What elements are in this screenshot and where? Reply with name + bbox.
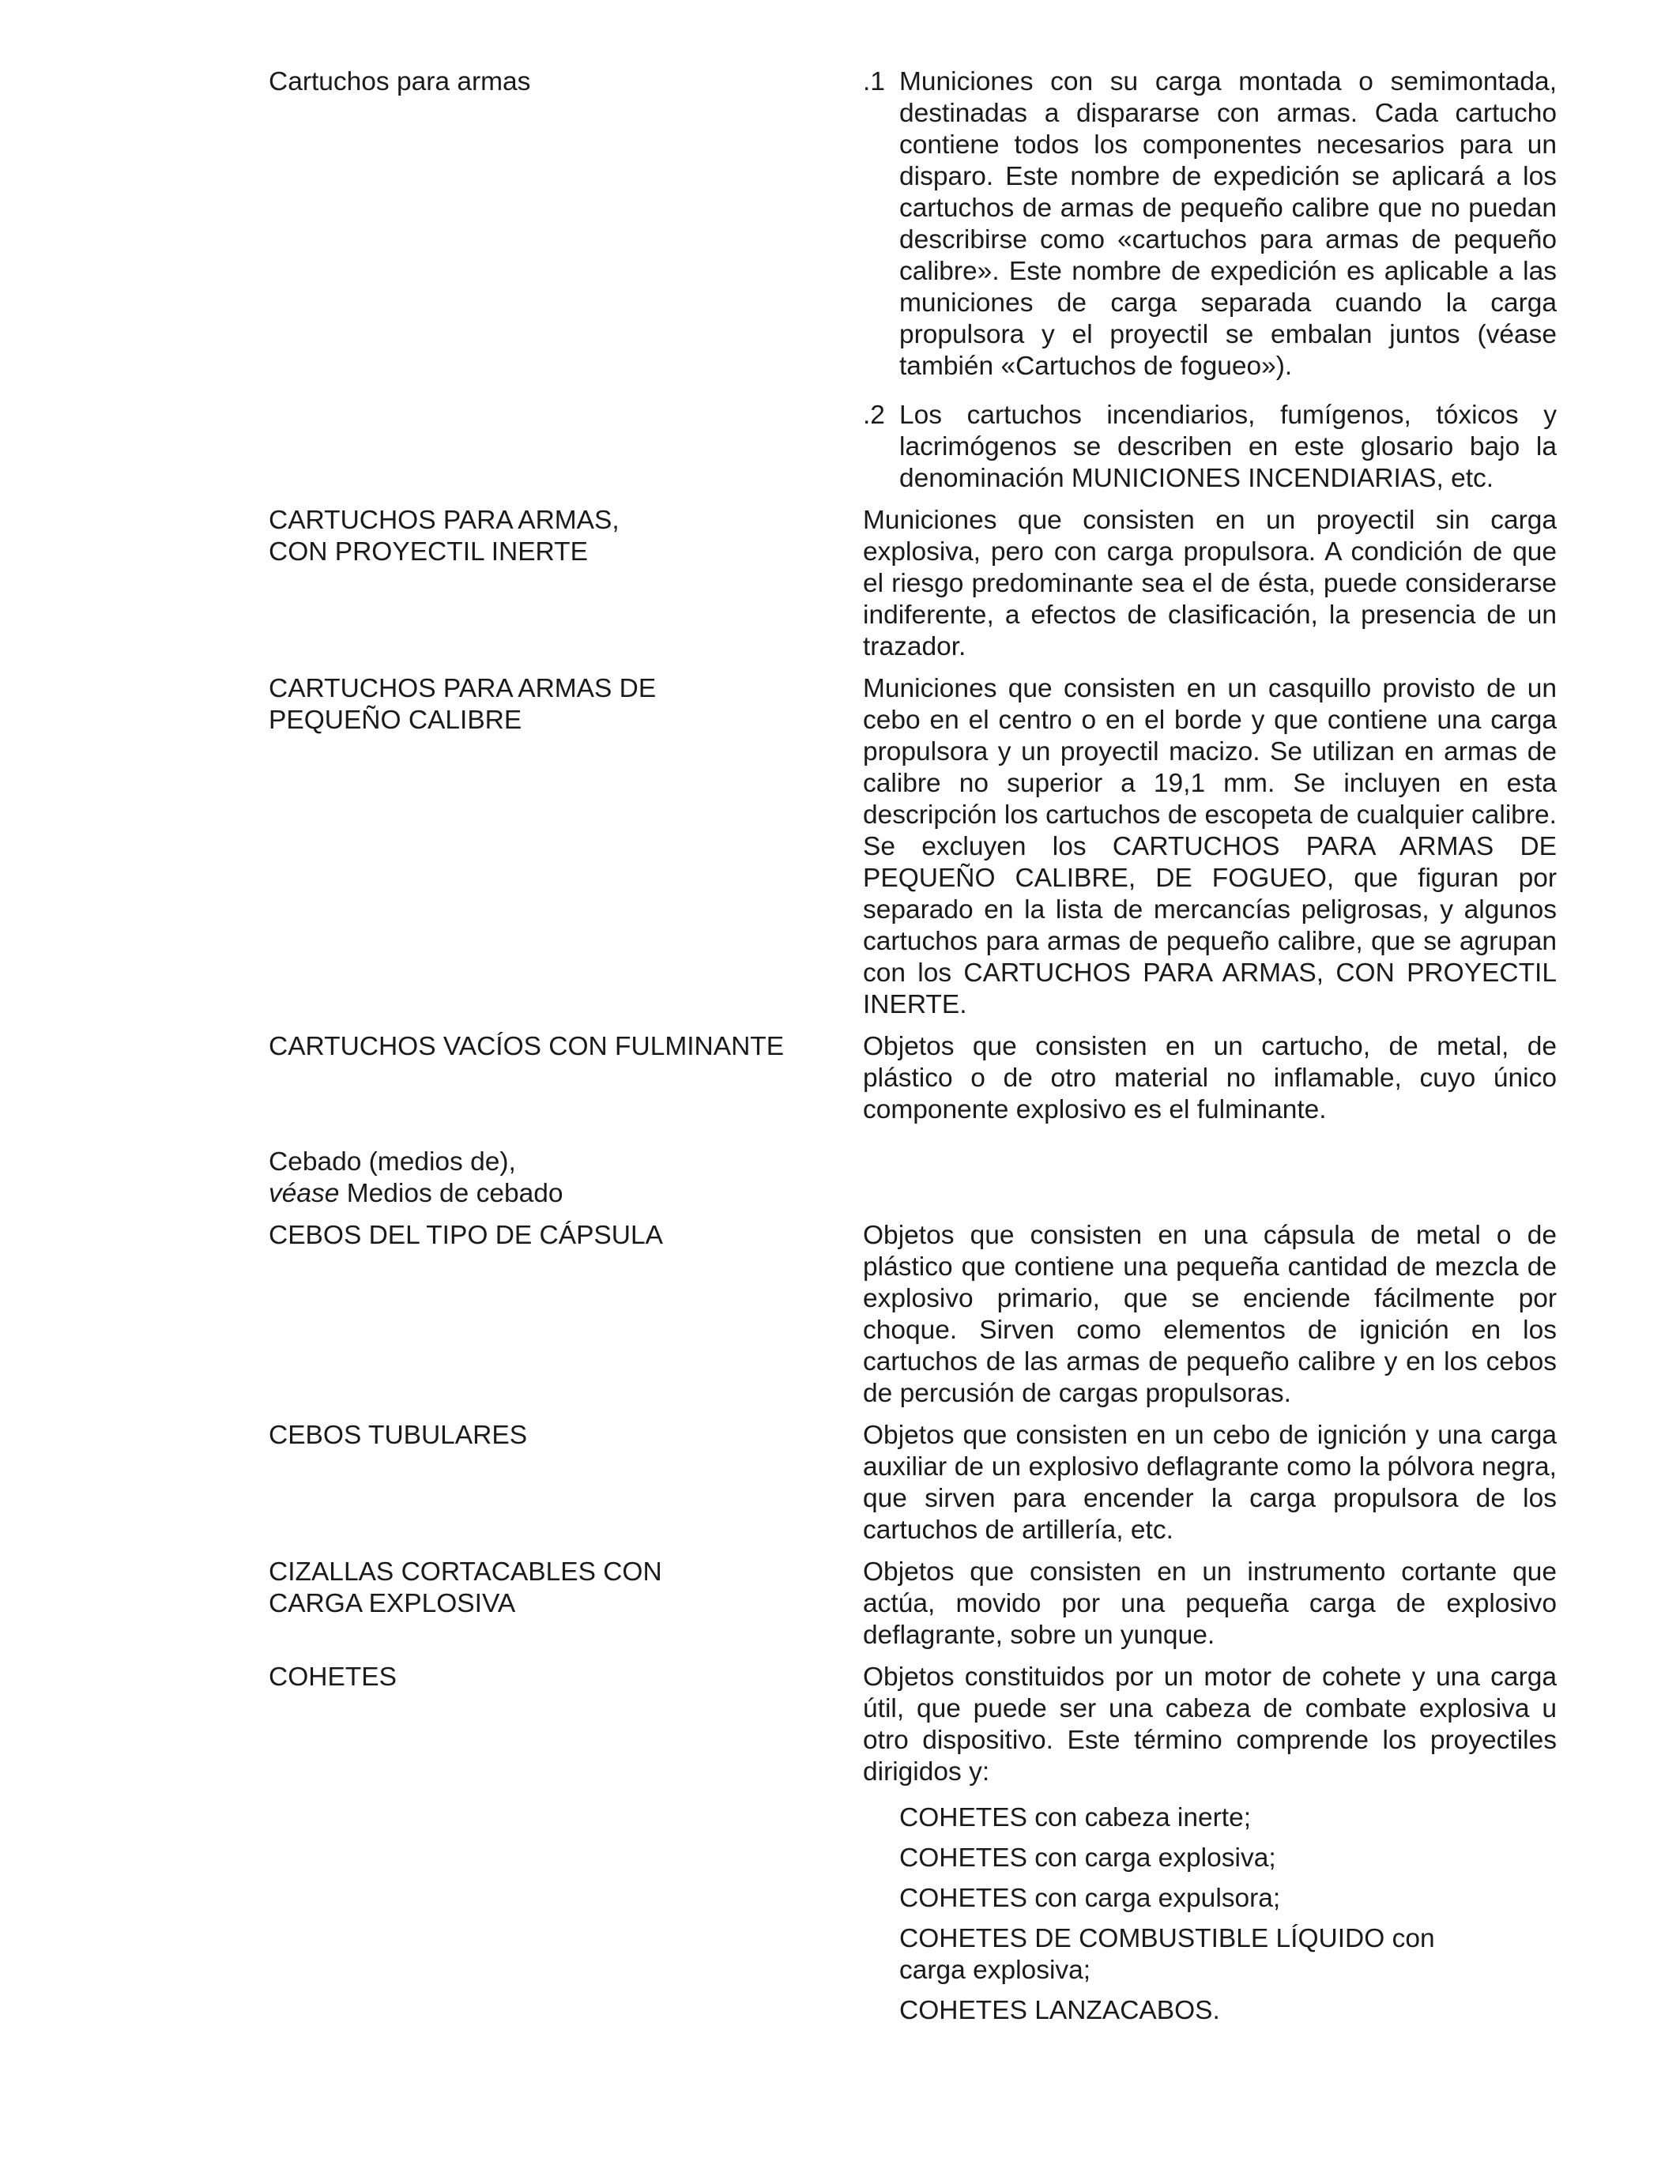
glossary-term (269, 1662, 863, 2027)
list-item-text: COHETES con cabeza inerte; (899, 1803, 1252, 1832)
term-line: CEBOS TUBULARES (269, 1421, 528, 1450)
glossary-entry (269, 1662, 1557, 2027)
glossary-term (269, 1420, 863, 1546)
term-line: COHETES (269, 1662, 397, 1692)
see-target: Medios de cebado (339, 1179, 563, 1208)
glossary-term (269, 1147, 863, 1210)
glossary-term (269, 673, 863, 1021)
glossary-entry (269, 673, 1557, 1021)
glossary-term (269, 1031, 863, 1126)
list-item (899, 1883, 1557, 1915)
list-item-text: COHETES con carga explosiva; (899, 1843, 1276, 1873)
definition-text: Objetos constituidos por un motor de cohete y una carga útil, que puede ser una cabeza de combate explosiva u otro dispositivo. Este término comprende los proyectiles dirigidos y: (863, 1662, 1557, 1787)
term-line: CARTUCHOS PARA ARMAS, (269, 506, 620, 535)
numbered-item (863, 400, 1557, 495)
glossary-page (269, 66, 1557, 2037)
term-line: CON PROYECTIL INERTE (269, 537, 588, 567)
numbered-item (863, 66, 1557, 382)
glossary-definition: Objetos que consisten en una cápsula de metal o de plástico que contiene una pequeña cantidad de mezcla de explosivo primario, que se enciende fácilmente por choque. Sirven como elementos de ignición en los cartuchos de las armas de pequeño calibre y en los cebos de percusión de cargas propulsoras. (863, 1221, 1557, 1408)
list-item (899, 1923, 1557, 1986)
glossary-entry (269, 66, 1557, 495)
item-text: Los cartuchos incendiarios, fumígenos, tóxicos y lacrimógenos se describen en este glosario bajo la denominación MUNICIONES INCENDIARIAS, etc. (899, 401, 1557, 493)
term-line: CARTUCHOS VACÍOS CON FULMINANTE (269, 1032, 785, 1061)
term-line: CARTUCHOS PARA ARMAS DE (269, 674, 657, 703)
term-line: CEBOS DEL TIPO DE CÁPSULA (269, 1221, 663, 1250)
term-line: Cartuchos para armas (269, 67, 531, 96)
glossary-term (269, 1220, 863, 1410)
list-item (899, 1843, 1557, 1874)
glossary-definition: Municiones que consisten en un casquillo provisto de un cebo en el centro o en el borde y que contiene una carga propulsora y un proyectil macizo. Se utilizan en armas de calibre no superior a 19,1 mm. Se incluyen en esta descripción los cartuchos de escopeta de cualquier calibre. Se excluyen los CARTUCHOS PARA ARMAS DE PEQUEÑO CALIBRE, DE FOGUEO, que figuran por separado en la lista de mercancías peligrosas, y algunos cartuchos para armas de pequeño calibre, que se agrupan con los CARTUCHOS PARA ARMAS, CON PROYECTIL INERTE. (863, 674, 1557, 1019)
glossary-entry (269, 1147, 1557, 1210)
glossary-term (269, 1557, 863, 1651)
glossary-entry (269, 1557, 1557, 1651)
glossary-definition: Municiones que consisten en un proyectil sin carga explosiva, pero con carga propulsora. A condición de que el riesgo predominante sea el de ésta, puede considerarse indiferente, a efectos de clasificación, la presencia de un trazador. (863, 506, 1557, 661)
glossary-entry (269, 505, 1557, 663)
item-number: .2 (863, 401, 885, 430)
cross-reference (269, 1178, 847, 1210)
term-line: CARGA EXPLOSIVA (269, 1589, 516, 1618)
term-line: CIZALLAS CORTACABLES CON (269, 1557, 662, 1587)
see-label: véase (269, 1179, 340, 1208)
glossary-entry (269, 1220, 1557, 1410)
glossary-definition-empty (863, 1147, 1557, 1210)
list-item (899, 1802, 1557, 1834)
glossary-entry (269, 1420, 1557, 1546)
item-number: .1 (863, 67, 885, 96)
list-item-text: COHETES LANZACABOS. (899, 1996, 1220, 2025)
glossary-term (269, 505, 863, 663)
glossary-term (269, 66, 863, 495)
term-line: Cebado (medios de), (269, 1147, 516, 1177)
glossary-definition (863, 66, 1557, 495)
list-item-text: carga explosiva; (899, 1956, 1091, 1985)
list-item-text: COHETES con carga expulsora; (899, 1884, 1281, 1913)
glossary-definition: Objetos que consisten en un cartucho, de metal, de plástico o de otro material no inflamable, cuyo único componente explosivo es el fulminante. (863, 1032, 1557, 1124)
item-text: Municiones con su carga montada o semimontada, destinadas a dispararse con armas. Cada cartucho contiene todos los componentes necesarios para un disparo. Este nombre de expedición se aplicará a los cartuchos de armas de pequeño calibre que no puedan describirse como «cartuchos para armas de pequeño calibre». Este nombre de expedición es aplicable a las municiones de carga separada cuando la carga propulsora y el proyectil se embalan juntos (véase también «Cartuchos de fogueo»). (899, 67, 1557, 381)
glossary-definition: Objetos que consisten en un instrumento cortante que actúa, movido por una pequeña carga de explosivo deflagrante, sobre un yunque. (863, 1557, 1557, 1650)
term-line: PEQUEÑO CALIBRE (269, 706, 522, 735)
list-item (899, 1995, 1557, 2027)
glossary-definition: Objetos que consisten en un cebo de ignición y una carga auxiliar de un explosivo deflagrante como la pólvora negra, que sirven para encender la carga propulsora de los cartuchos de artillería, etc. (863, 1421, 1557, 1545)
glossary-entry (269, 1031, 1557, 1126)
glossary-definition (863, 1662, 1557, 2027)
list-item-text: COHETES DE COMBUSTIBLE LÍQUIDO con (899, 1924, 1435, 1953)
rocket-list (899, 1802, 1557, 2027)
